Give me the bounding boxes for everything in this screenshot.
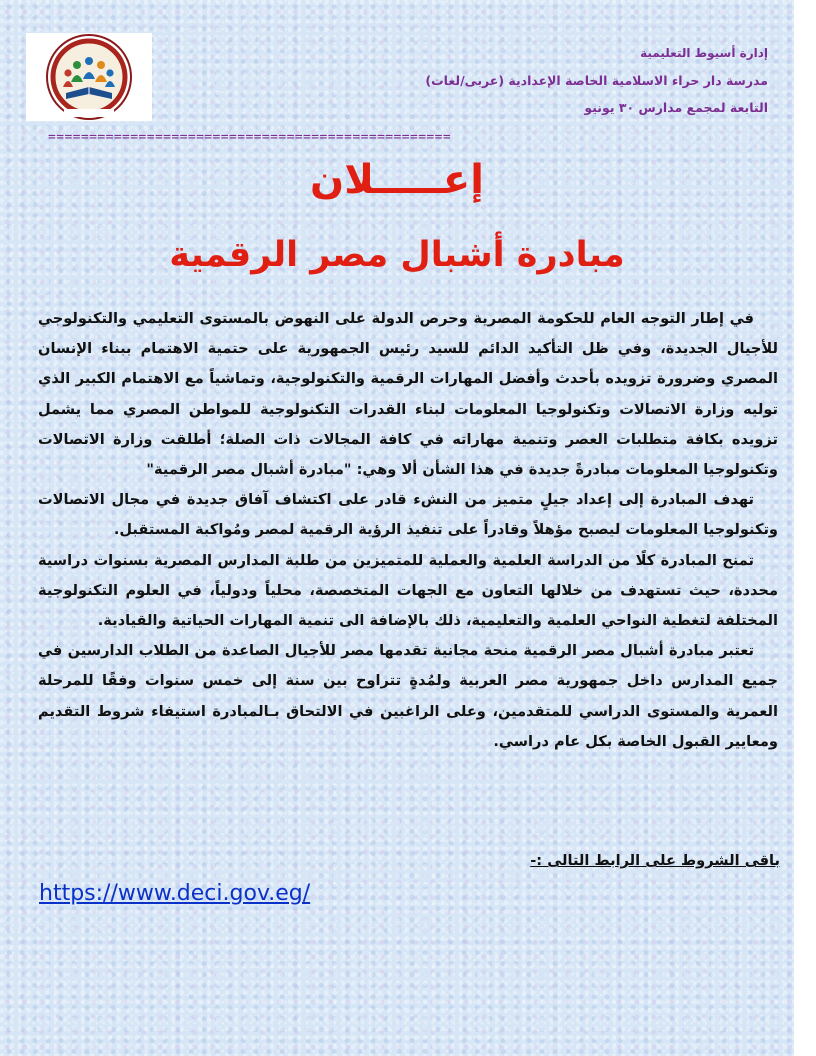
body-paragraph-grant: تمنح المبادرة كلًا من الدراسة العلمية والعملية للمتميزين من طلبة المدارس المصرية بسنوات دراسية محددة، حيث تستهدف من خلالها التعاون مع الجهات المتخصصة، محلياً ودولياً، في العلوم التكنولوجية المختلفة لتغطية النواحي العلمية والتعليمية، ذلك بالإضافة الى تنمية المهارات الحياتية والقيادية.	[38, 551, 778, 630]
announcement-title: إعـــــلان	[310, 157, 484, 203]
document-header	[248, 40, 768, 121]
body-paragraph-intro: في إطار التوجه العام للحكومة المصرية وحرص الدولة على النهوض بالمستوى التعليمي والتكنولوجي للأجيال الجديدة، وفي ظل التأكيد الدائم للسيد رئيس الجمهورية على حتمية الاهتمام ببناء الإنسان المصري وضرورة تزويده بأحدث وأفضل المهارات الرقمية والتكنولوجية، وتماشياً مع الاهتمام الكبير الذي توليه وزارة الاتصالات وتكنولوجيا المعلومات لبناء القدرات التكنولوجية للمواطن المصري مما يشمل تزويده بكافة متطلبات العصر وتنمية مهاراته في كافة المجالات ذات الصلة؛ أطلقت وزارة الاتصالات وتكنولوجيا المعلومات مبادرةً جديدة في هذا الشأن ألا وهي: "مبادرة أشبال مصر الرقمية"	[38, 310, 778, 479]
school-complex: التابعة لمجمع مدارس ٣٠ يونيو	[584, 100, 768, 115]
initiative-title: مبادرة أشبال مصر الرقمية	[169, 235, 625, 275]
school-logo	[26, 33, 152, 121]
school-logo-emblem-icon	[26, 33, 152, 121]
body-paragraph-goal: تهدف المبادرة إلى إعداد جيلٍ متميز من النشء قادر على اكتشاف آفاق جديدة في مجال الاتصالات وتكنولوجيا المعلومات ليصبح مؤهلاً وقادراً على تنفيذ الرؤية الرقمية لمصر ومُواكبة المستقبل.	[38, 491, 778, 539]
school-name: مدرسة دار حراء الاسلامية الخاصة الإعدادية (عربى/لغات)	[425, 73, 768, 88]
education-directorate: إدارة أسيوط التعليمية	[640, 46, 768, 60]
body-paragraph-eligibility: تعتبر مبادرة أشبال مصر الرقمية منحة مجانية تقدمها مصر للأجيال الصاعدة من الطلاب الدارسين في جميع المدارس داخل جمهورية مصر العربية ولمُدةٍ تتراوح بين سنة إلى خمس سنوات وفقًا للمرحلة العمرية والمستوى الدراسي للمتقدمين، وعلى الراغبين في الالتحاق بـالمبادرة استيفاء شروط التقديم ومعايير القبول الخاصة بكل عام دراسي.	[38, 642, 778, 750]
deci-website-link[interactable]: https://www.deci.gov.eg/	[39, 881, 311, 906]
conditions-note: باقى الشروط على الرابط التالى :-	[530, 852, 780, 869]
page-edge-strip	[794, 0, 816, 1056]
header-divider: =================================================	[48, 130, 452, 145]
announcement-body	[38, 304, 778, 757]
